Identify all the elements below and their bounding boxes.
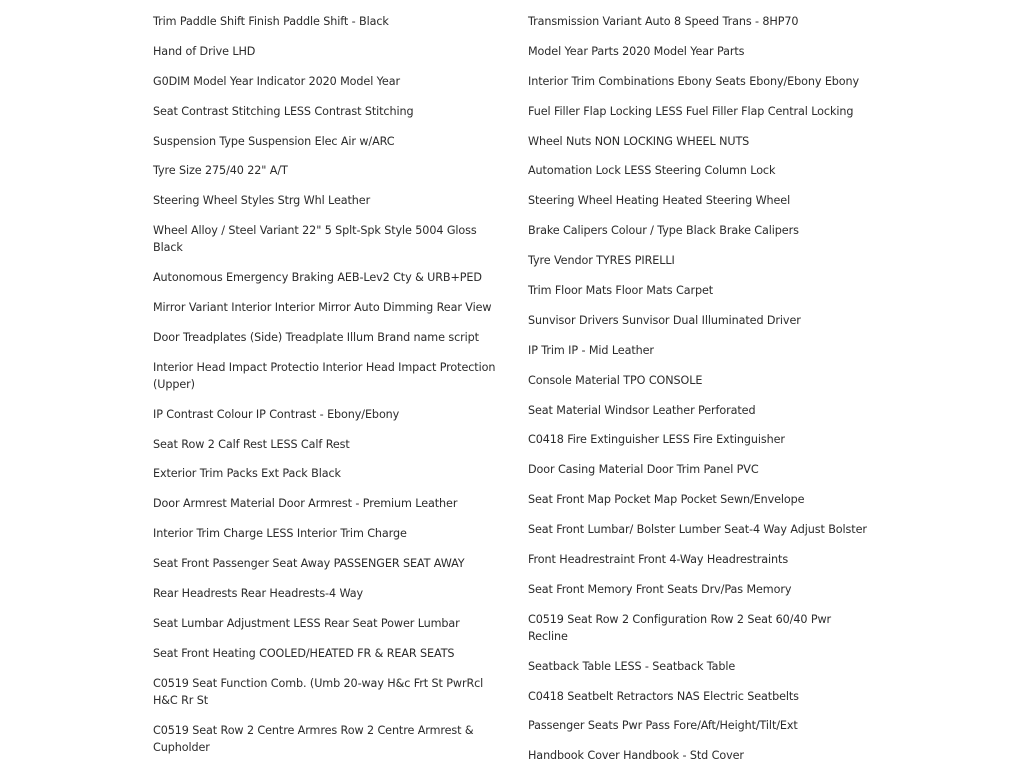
spec-item: C0418 Seatbelt Retractors NAS Electric Seatbelts bbox=[528, 689, 799, 703]
spec-item: Wheel Nuts NON LOCKING WHEEL NUTS bbox=[528, 134, 750, 148]
spec-item: Hand of Drive LHD bbox=[153, 44, 256, 58]
spec-item: C0519 Seat Function Comb. (Umb 20-way H&c Frt St PwrRcl H&C Rr St bbox=[153, 676, 484, 707]
spec-item: Brake Calipers Colour / Type Black Brake Calipers bbox=[528, 224, 799, 238]
spec-item: Seat Material Windsor Leather Perforated bbox=[528, 403, 756, 417]
spec-item: C0519 Seat Row 2 Configuration Row 2 Seat 60/40 Pwr Recline bbox=[528, 612, 832, 643]
spec-item: Rear Headrests Rear Headrests-4 Way bbox=[153, 587, 363, 601]
spec-item: G0DIM Model Year Indicator 2020 Model Year bbox=[153, 74, 400, 88]
spec-item: Handbook Cover Handbook - Std Cover bbox=[528, 749, 744, 763]
spec-item: Suspension Type Suspension Elec Air w/ARC bbox=[153, 134, 395, 148]
spec-item: Console Material TPO CONSOLE bbox=[528, 373, 703, 387]
spec-item: Door Treadplates (Side) Treadplate Illum Brand name script bbox=[153, 330, 479, 344]
spec-item: Door Armrest Material Door Armrest - Premium Leather bbox=[153, 497, 458, 511]
spec-item: Wheel Alloy / Steel Variant 22" 5 Splt-Spk Style 5004 Gloss Black bbox=[153, 224, 477, 255]
spec-item: Interior Trim Charge LESS Interior Trim Charge bbox=[153, 527, 407, 541]
spec-item: Interior Trim Combinations Ebony Seats Ebony/Ebony Ebony bbox=[528, 74, 860, 88]
spec-item: Trim Paddle Shift Finish Paddle Shift - Black bbox=[153, 15, 389, 28]
spec-item: Steering Wheel Heating Heated Steering Wheel bbox=[528, 194, 791, 208]
spec-item: Seat Front Passenger Seat Away PASSENGER SEAT AWAY bbox=[153, 557, 465, 571]
spec-item: Automation Lock LESS Steering Column Lock bbox=[528, 164, 776, 178]
spec-item: Fuel Filler Flap Locking LESS Fuel Filler Flap Central Locking bbox=[528, 104, 854, 118]
spec-item: Steering Wheel Styles Strg Whl Leather bbox=[153, 194, 371, 208]
spec-item: Transmission Variant Auto 8 Speed Trans - 8HP70 bbox=[528, 15, 799, 28]
spec-item: C0418 Fire Extinguisher LESS Fire Extinguisher bbox=[528, 433, 785, 447]
spec-item: Door Casing Material Door Trim Panel PVC bbox=[528, 463, 759, 477]
spec-item: C0519 Seat Row 2 Centre Armres Row 2 Centre Armrest & Cupholder bbox=[153, 723, 474, 754]
spec-item: Tyre Size 275/40 22" A/T bbox=[153, 164, 288, 178]
spec-item: Seat Front Lumbar/ Bolster Lumber Seat-4 Way Adjust Bolster bbox=[528, 523, 867, 537]
spec-item: Seat Row 2 Calf Rest LESS Calf Rest bbox=[153, 437, 350, 451]
spec-item: IP Trim IP - Mid Leather bbox=[528, 343, 654, 357]
spec-item: Seatback Table LESS - Seatback Table bbox=[528, 659, 736, 673]
spec-item: Autonomous Emergency Braking AEB-Lev2 Cty & URB+PED bbox=[153, 271, 482, 285]
spec-item: Seat Contrast Stitching LESS Contrast Stitching bbox=[153, 104, 414, 118]
spec-item: Front Headrestraint Front 4-Way Headrestraints bbox=[528, 553, 789, 567]
spec-column-right bbox=[528, 13, 868, 777]
spec-item: Passenger Seats Pwr Pass Fore/Aft/Height/Tilt/Ext bbox=[528, 719, 798, 733]
spec-item: Seat Lumbar Adjustment LESS Rear Seat Power Lumbar bbox=[153, 616, 460, 630]
spec-item: Seat Front Memory Front Seats Drv/Pas Memory bbox=[528, 582, 792, 596]
spec-item: Tyre Vendor TYRES PIRELLI bbox=[528, 254, 675, 268]
spec-item: Mirror Variant Interior Interior Mirror Auto Dimming Rear View bbox=[153, 301, 492, 315]
spec-item: Seat Front Map Pocket Map Pocket Sewn/Envelope bbox=[528, 493, 805, 507]
spec-item: Seat Front Heating COOLED/HEATED FR & REAR SEATS bbox=[153, 646, 455, 660]
spec-item: Exterior Trim Packs Ext Pack Black bbox=[153, 467, 341, 481]
spec-item: Trim Floor Mats Floor Mats Carpet bbox=[528, 284, 714, 298]
spec-column-left bbox=[153, 13, 498, 768]
spec-item: Model Year Parts 2020 Model Year Parts bbox=[528, 44, 745, 58]
spec-item: Sunvisor Drivers Sunvisor Dual Illuminated Driver bbox=[528, 313, 801, 327]
spec-item: Interior Head Impact Protectio Interior Head Impact Protection (Upper) bbox=[153, 360, 496, 391]
spec-item: IP Contrast Colour IP Contrast - Ebony/Ebony bbox=[153, 407, 400, 421]
